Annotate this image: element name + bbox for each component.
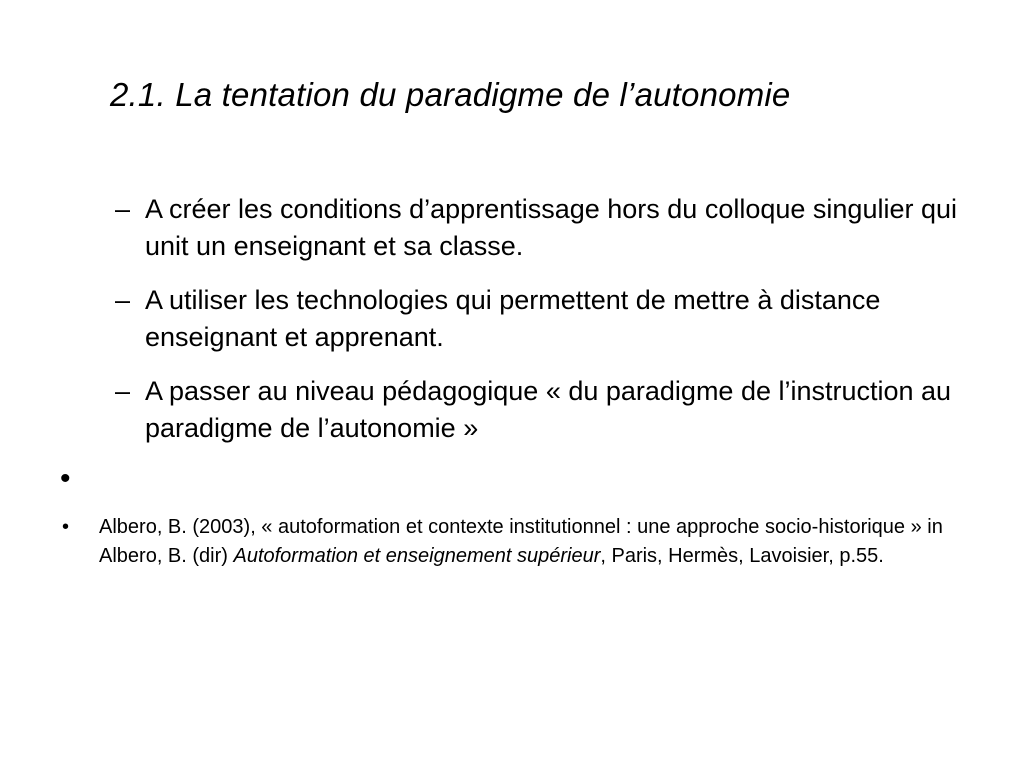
list-item — [115, 282, 975, 356]
reference-book-title: Autoformation et enseignement supérieur — [233, 545, 601, 567]
list-item-text: A passer au niveau pédagogique « du paradigme de l’instruction au paradigme de l’autonomie » — [145, 376, 952, 443]
reference-text — [62, 513, 972, 571]
dash-marker: – — [115, 376, 131, 406]
reference — [62, 513, 972, 571]
reference-bullet: • — [62, 516, 70, 538]
dash-marker: – — [115, 285, 131, 315]
reference-text-after: , Paris, Hermès, Lavoisier, p.55. — [600, 545, 884, 567]
reference-text-before: Albero, B. (2003), « autoformation et contexte institutionnel : une approche socio-historique » in Albero, B. (dir) — [99, 516, 943, 567]
dash-list — [115, 191, 975, 464]
dash-marker: – — [115, 194, 131, 224]
list-item-text: A créer les conditions d’apprentissage hors du colloque singulier qui unit un enseignant et sa classe. — [145, 194, 957, 261]
list-item-text: A utiliser les technologies qui permettent de mettre à distance enseignant et apprenant. — [145, 285, 881, 352]
list-item — [115, 191, 975, 265]
slide-title: 2.1. La tentation du paradigme de l’autonomie — [110, 76, 791, 113]
empty-bullet: • — [60, 462, 71, 495]
list-item — [115, 373, 975, 447]
